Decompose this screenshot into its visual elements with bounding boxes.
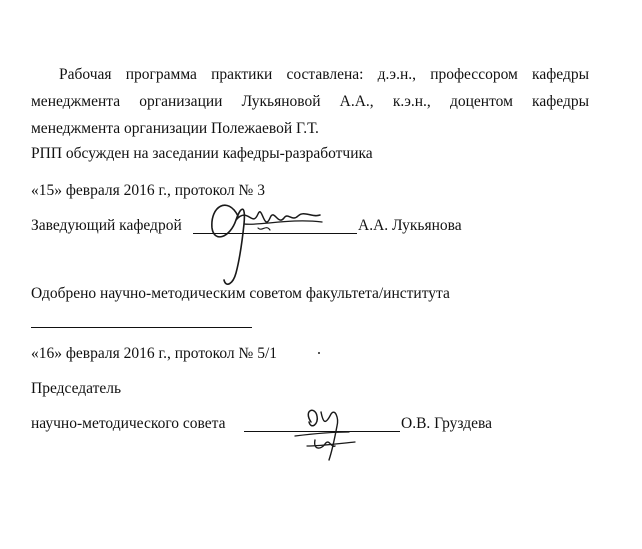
approved-line: Одобрено научно-методическим советом факультета/института — [31, 285, 450, 302]
council-signature-line — [31, 327, 252, 328]
intro-paragraph: Рабочая программа практики составлена: д.э.н., профессором кафедры менеджмента организации Лукьяновой А.А., к.э.н., доцентом кафедры менеджмента организации Полежаевой Г.Т. — [31, 65, 589, 137]
ink-dot — [318, 352, 320, 354]
head-name: А.А. Лукьянова — [358, 217, 462, 234]
head-label: Заведующий кафедрой — [31, 217, 182, 234]
chairman-label: Председатель — [31, 380, 122, 397]
council-label: научно-методического совета — [31, 415, 226, 432]
chairman-name: О.В. Груздева — [401, 415, 493, 432]
protocol-line-2: «16» февраля 2016 г., протокол № 5/1 — [31, 345, 278, 362]
head-signature-image — [200, 188, 330, 298]
protocol-line-1: «15» февраля 2016 г., протокол № 3 — [31, 182, 265, 199]
discussed-line: РПП обсужден на заседании кафедры-разработчика — [31, 145, 373, 162]
chairman-signature-image — [285, 400, 375, 480]
